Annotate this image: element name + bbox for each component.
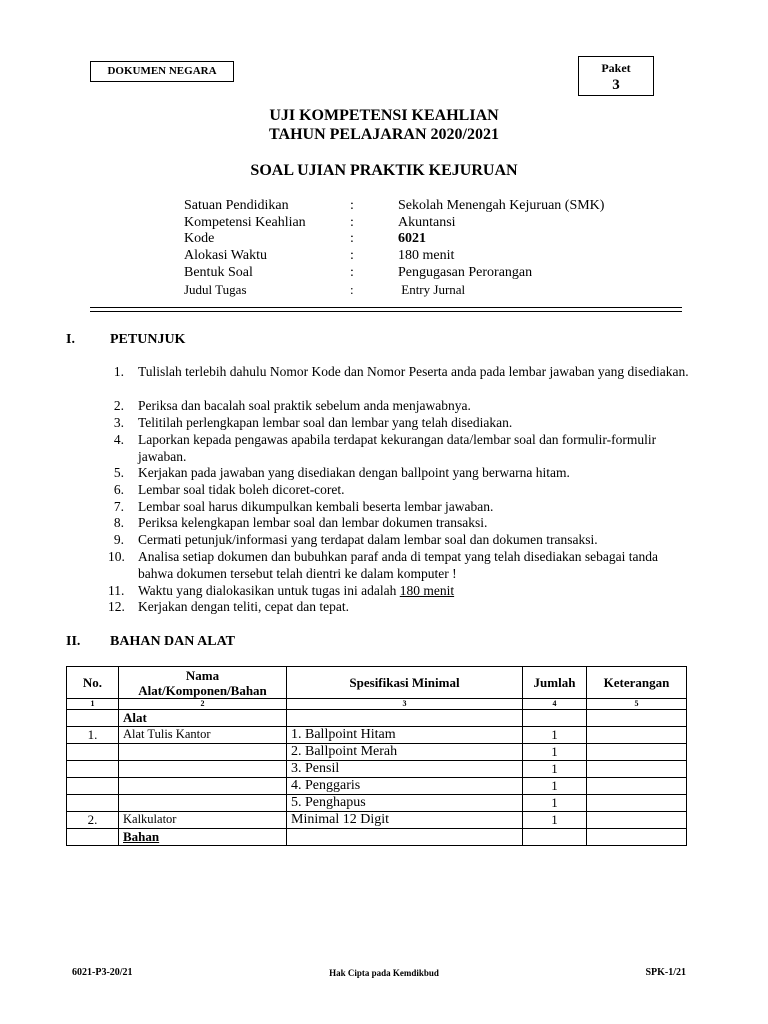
info-key: Judul Tugas xyxy=(184,282,247,297)
table-header-cell: No. xyxy=(67,667,119,699)
info-colon: : xyxy=(350,215,354,230)
bahan-alat-table xyxy=(66,666,687,846)
divider-line xyxy=(90,307,682,308)
divider-line xyxy=(90,311,682,312)
table-row: 4. Penggaris 1 xyxy=(67,778,687,795)
info-key: Alokasi Waktu xyxy=(184,248,267,263)
table-row: 1. Alat Tulis Kantor 1. Ballpoint Hitam 1 xyxy=(67,727,687,744)
info-colon: : xyxy=(350,248,354,263)
table-header-cell: Jumlah xyxy=(523,667,587,699)
info-key: Kode xyxy=(184,231,215,246)
table-row: 2. Kalkulator Minimal 12 Digit 1 xyxy=(67,812,687,829)
paket-box xyxy=(578,56,654,96)
section-title: PETUNJUK xyxy=(110,332,186,347)
info-key: Satuan Pendidikan xyxy=(184,198,289,213)
info-value: Entry Jurnal xyxy=(398,282,466,297)
table-header-row xyxy=(67,667,687,699)
info-colon: : xyxy=(350,198,354,213)
table-row: 5. Penghapus 1 xyxy=(67,795,687,812)
info-value: Sekolah Menengah Kejuruan (SMK) xyxy=(398,198,605,213)
section-bahan-heading xyxy=(66,633,366,650)
paket-number: 3 xyxy=(612,77,620,93)
table-header-cell: Nama Alat/Komponen/Bahan xyxy=(119,667,287,699)
list-item-text: Waktu yang dialokasikan untuk tugas ini adalah xyxy=(138,583,400,598)
section-petunjuk-heading xyxy=(66,331,366,348)
info-key: Kompetensi Keahlian xyxy=(184,215,306,230)
table-row: 3. Pensil 1 xyxy=(67,761,687,778)
table-header-cell: Spesifikasi Minimal xyxy=(287,667,523,699)
dokumen-negara-label: DOKUMEN NEGARA xyxy=(90,61,234,82)
title-line-3: SOAL UJIAN PRAKTIK KEJURUAN xyxy=(250,162,518,179)
footer-copyright: Hak Cipta pada Kemdikbud xyxy=(329,968,439,978)
info-colon: : xyxy=(350,231,354,246)
section-roman: II. xyxy=(66,634,81,649)
info-value: 6021 xyxy=(398,231,426,246)
duration-underlined: 180 menit xyxy=(399,583,455,598)
section-roman: I. xyxy=(66,332,75,347)
info-value: Pengugasan Perorangan xyxy=(398,265,533,280)
title-line-1: UJI KOMPETENSI KEAHLIAN xyxy=(269,107,499,124)
info-value: 180 menit xyxy=(398,248,455,263)
footer-code: 6021-P3-20/21 xyxy=(72,967,133,978)
title-line-2: TAHUN PELAJARAN 2020/2021 xyxy=(269,126,499,143)
info-colon: : xyxy=(350,282,354,297)
table-colnum-row: 1 2 3 4 5 xyxy=(67,699,687,710)
footer-page: SPK-1/21 xyxy=(645,967,686,978)
table-row: Bahan xyxy=(67,829,687,846)
table-row: Alat xyxy=(67,710,687,727)
paket-label: Paket xyxy=(601,61,631,75)
info-colon: : xyxy=(350,265,354,280)
section-title: BAHAN DAN ALAT xyxy=(110,634,235,649)
info-value: Akuntansi xyxy=(398,215,456,230)
info-key: Bentuk Soal xyxy=(184,265,253,280)
table-header-cell: Keterangan xyxy=(587,667,687,699)
table-row: 2. Ballpoint Merah 1 xyxy=(67,744,687,761)
